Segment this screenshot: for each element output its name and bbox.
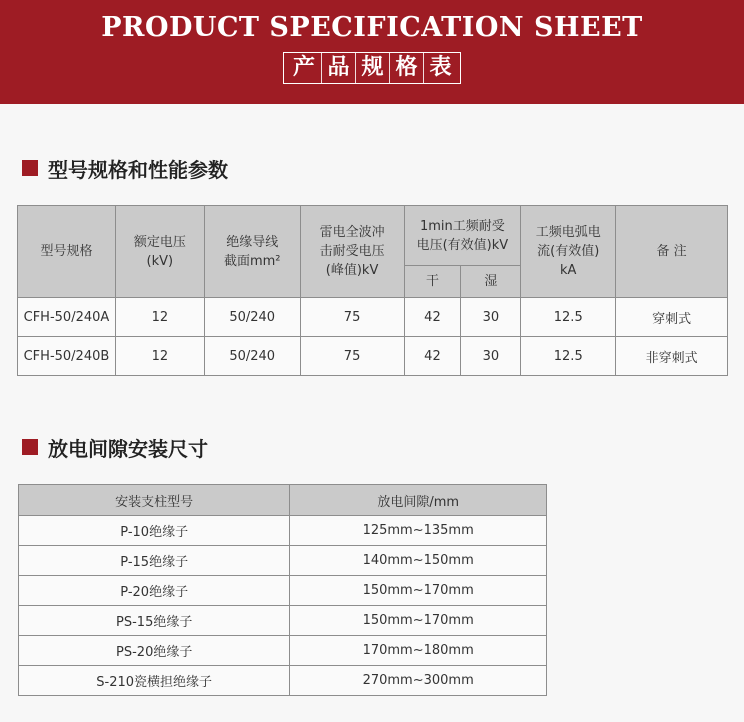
page-title: PRODUCT SPECIFICATION SHEET bbox=[101, 12, 643, 43]
cell-model: CFH-50/240A bbox=[18, 298, 116, 337]
subtitle-char: 品 bbox=[321, 53, 355, 83]
cell-lightning: 75 bbox=[300, 298, 404, 337]
header-power-frequency: 1min工频耐受 电压(有效值)kV bbox=[404, 206, 521, 266]
cell-wet: 30 bbox=[461, 337, 521, 376]
header-lightning-impulse: 雷电全波冲 击耐受电压 (峰值)kV bbox=[300, 206, 404, 298]
header-conductor-section: 绝缘导线 截面mm² bbox=[204, 206, 300, 298]
cell-arc: 12.5 bbox=[521, 337, 616, 376]
header-model: 型号规格 bbox=[18, 206, 116, 298]
cell-gap: 170mm~180mm bbox=[290, 636, 547, 666]
section-marker bbox=[22, 160, 38, 176]
table-row bbox=[19, 576, 547, 606]
cell-post: PS-15绝缘子 bbox=[19, 606, 290, 636]
cell-section: 50/240 bbox=[204, 298, 300, 337]
cell-post: PS-20绝缘子 bbox=[19, 636, 290, 666]
section-marker bbox=[22, 439, 38, 455]
cell-voltage: 12 bbox=[115, 337, 204, 376]
section-title: 放电间隙安装尺寸 bbox=[48, 436, 208, 461]
cell-post: S-210瓷横担绝缘子 bbox=[19, 666, 290, 696]
cell-gap: 150mm~170mm bbox=[290, 576, 547, 606]
cell-remark: 非穿刺式 bbox=[616, 337, 728, 376]
cell-arc: 12.5 bbox=[521, 298, 616, 337]
cell-voltage: 12 bbox=[115, 298, 204, 337]
cell-gap: 270mm~300mm bbox=[290, 666, 547, 696]
subtitle-char: 产 bbox=[292, 55, 315, 80]
subtitle-char: 格 bbox=[389, 53, 423, 83]
cell-gap: 125mm~135mm bbox=[290, 516, 547, 546]
header-arc-current: 工频电弧电 流(有效值) kA bbox=[521, 206, 616, 298]
cell-lightning: 75 bbox=[300, 337, 404, 376]
table-row bbox=[18, 337, 728, 376]
table-row bbox=[19, 546, 547, 576]
table-row bbox=[18, 298, 728, 337]
subtitle-char: 表 bbox=[423, 53, 457, 83]
cell-section: 50/240 bbox=[204, 337, 300, 376]
cell-dry: 42 bbox=[404, 298, 461, 337]
header-remark: 备 注 bbox=[616, 206, 728, 298]
section-title: 型号规格和性能参数 bbox=[48, 157, 228, 182]
cell-remark: 穿刺式 bbox=[616, 298, 728, 337]
table-row bbox=[19, 606, 547, 636]
gap-table bbox=[18, 484, 547, 696]
header-post-model: 安装支柱型号 bbox=[19, 485, 290, 516]
header-rated-voltage: 额定电压 (kV) bbox=[115, 206, 204, 298]
page-subtitle bbox=[283, 52, 461, 84]
cell-post: P-15绝缘子 bbox=[19, 546, 290, 576]
section-heading-gap bbox=[22, 435, 208, 459]
header-wet: 湿 bbox=[461, 266, 521, 298]
cell-gap: 140mm~150mm bbox=[290, 546, 547, 576]
cell-wet: 30 bbox=[461, 298, 521, 337]
table-row bbox=[19, 516, 547, 546]
header-gap: 放电间隙/mm bbox=[290, 485, 547, 516]
section-heading-specs bbox=[22, 156, 228, 180]
table-row bbox=[19, 666, 547, 696]
cell-gap: 150mm~170mm bbox=[290, 606, 547, 636]
table-row bbox=[19, 636, 547, 666]
subtitle-char: 规 bbox=[355, 53, 389, 83]
header-dry: 干 bbox=[404, 266, 461, 298]
cell-post: P-10绝缘子 bbox=[19, 516, 290, 546]
cell-model: CFH-50/240B bbox=[18, 337, 116, 376]
header-banner bbox=[0, 0, 744, 104]
cell-post: P-20绝缘子 bbox=[19, 576, 290, 606]
spec-table bbox=[17, 205, 728, 376]
cell-dry: 42 bbox=[404, 337, 461, 376]
